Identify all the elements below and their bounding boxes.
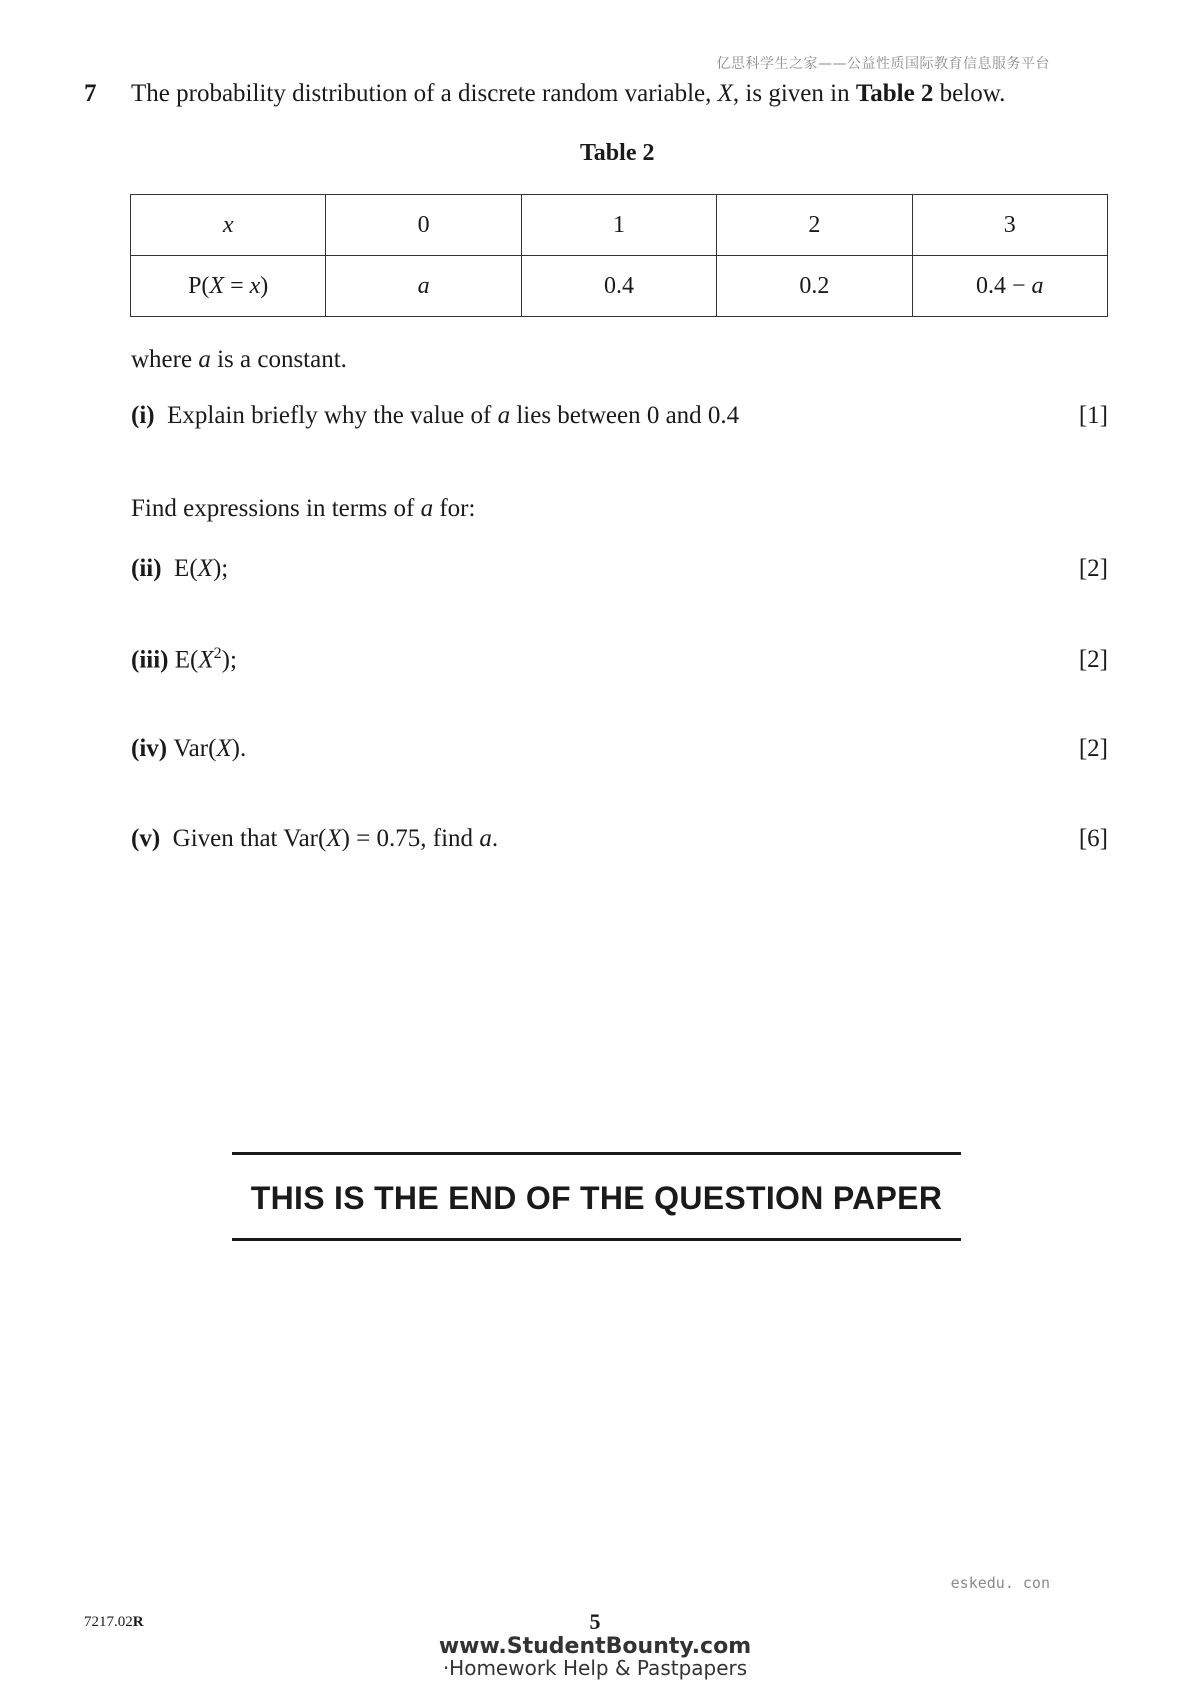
part-i-text-a: a bbox=[497, 402, 511, 429]
p3-a: a bbox=[1031, 272, 1044, 299]
find-pre: Find expressions in terms of bbox=[131, 495, 421, 522]
part-iv-text-X: X bbox=[216, 735, 232, 762]
question-number: 7 bbox=[84, 80, 97, 107]
p-label-X: X bbox=[209, 272, 225, 299]
page-number: 5 bbox=[589, 1609, 601, 1634]
part-iv-label: (iv) bbox=[131, 735, 168, 762]
part-iv-text-post: ). bbox=[231, 735, 247, 762]
part-v-mark: [6] bbox=[1078, 825, 1108, 852]
footer-watermark: eskedu. con bbox=[950, 1574, 1050, 1592]
where-pre: where bbox=[131, 346, 199, 373]
table-cell-x1: 1 bbox=[521, 195, 716, 256]
where-a: a bbox=[198, 346, 211, 373]
intro-pre: The probability distribution of a discrete random variable, bbox=[131, 80, 718, 107]
end-banner-bottom-rule bbox=[232, 1238, 961, 1241]
table-cell-x0: 0 bbox=[326, 195, 521, 256]
part-ii-text-X: X bbox=[197, 555, 213, 582]
part-ii-body bbox=[131, 555, 228, 583]
p-label-post: ) bbox=[260, 272, 269, 299]
find-statement bbox=[131, 495, 475, 523]
table-cell-p-label bbox=[131, 256, 326, 317]
p-label-pre: P( bbox=[188, 272, 210, 299]
part-i-text-pre: Explain briefly why the value of bbox=[167, 402, 498, 429]
part-ii-label: (ii) bbox=[131, 555, 162, 582]
part-ii-text-pre: E( bbox=[174, 555, 198, 582]
table-cell-p3 bbox=[912, 256, 1107, 317]
table-caption: Table 2 bbox=[580, 140, 655, 166]
table-row-x bbox=[131, 195, 1108, 256]
p-label-x: x bbox=[249, 272, 261, 299]
table-cell-p0 bbox=[326, 256, 521, 317]
intro-var: X bbox=[717, 80, 733, 107]
part-iii bbox=[131, 645, 1108, 674]
logo-line2: ·Homework Help & Pastpapers bbox=[442, 1656, 748, 1680]
table-cell-x-label bbox=[131, 195, 326, 256]
part-i-label: (i) bbox=[131, 402, 155, 429]
logo-line1: www.StudentBounty.com bbox=[438, 1634, 752, 1659]
p3-pre: 0.4 − bbox=[976, 272, 1032, 299]
p-label-eq: = bbox=[224, 272, 250, 299]
part-iv-body bbox=[131, 735, 246, 763]
part-v-text-X: X bbox=[326, 825, 342, 852]
where-statement bbox=[131, 346, 347, 374]
paper-code bbox=[84, 1614, 144, 1631]
part-i-text-post: lies between 0 and 0.4 bbox=[510, 402, 740, 429]
part-ii bbox=[131, 555, 1108, 583]
part-v-body bbox=[131, 825, 498, 853]
table-cell-p1: 0.4 bbox=[521, 256, 716, 317]
part-v-text-post: . bbox=[491, 825, 499, 852]
part-i-body bbox=[131, 402, 739, 430]
intro-ref: Table 2 bbox=[855, 80, 934, 107]
part-i-mark: [1] bbox=[1078, 402, 1108, 429]
studentbounty-logo bbox=[430, 1636, 760, 1678]
question-intro bbox=[131, 80, 1005, 108]
paper-code-suffix: R bbox=[132, 1614, 144, 1630]
distribution-table bbox=[130, 194, 1108, 317]
part-v-label: (v) bbox=[131, 825, 161, 852]
header-watermark: 亿思科学生之家——公益性质国际教育信息服务平台 bbox=[716, 56, 1050, 72]
table-row-p bbox=[131, 256, 1108, 317]
part-iii-text-sup: 2 bbox=[213, 645, 222, 662]
table-cell-p2: 0.2 bbox=[717, 256, 912, 317]
part-iv bbox=[131, 735, 1108, 763]
part-i bbox=[131, 402, 1108, 430]
part-iii-text-X: X bbox=[198, 646, 214, 674]
paper-code-number: 7217.02 bbox=[84, 1614, 133, 1630]
part-iv-mark: [2] bbox=[1078, 735, 1108, 762]
part-iii-mark: [2] bbox=[1078, 646, 1108, 674]
p0-a: a bbox=[417, 272, 430, 299]
part-v-text-mid: ) = 0.75, find bbox=[341, 825, 480, 852]
part-iii-text-post: ); bbox=[221, 646, 237, 674]
x-label: x bbox=[222, 211, 234, 238]
table-cell-x3: 3 bbox=[912, 195, 1107, 256]
part-ii-text-post: ); bbox=[212, 555, 229, 582]
end-banner-top-rule bbox=[232, 1152, 961, 1155]
part-v bbox=[131, 825, 1108, 853]
table-cell-x2: 2 bbox=[717, 195, 912, 256]
part-v-text-pre: Given that Var( bbox=[172, 825, 327, 852]
part-iii-text-pre: E( bbox=[174, 646, 199, 674]
part-iv-text-pre: Var( bbox=[173, 735, 217, 762]
part-ii-mark: [2] bbox=[1078, 555, 1108, 582]
intro-mid: , is given in bbox=[732, 80, 856, 107]
find-post: for: bbox=[433, 495, 476, 522]
part-iii-label: (iii) bbox=[131, 646, 169, 674]
part-iii-body bbox=[131, 645, 237, 674]
where-post: is a constant. bbox=[210, 346, 347, 373]
find-a: a bbox=[420, 495, 434, 522]
intro-post: below. bbox=[933, 80, 1006, 107]
end-banner-text: THIS IS THE END OF THE QUESTION PAPER bbox=[250, 1180, 943, 1216]
part-v-text-a: a bbox=[479, 825, 492, 852]
